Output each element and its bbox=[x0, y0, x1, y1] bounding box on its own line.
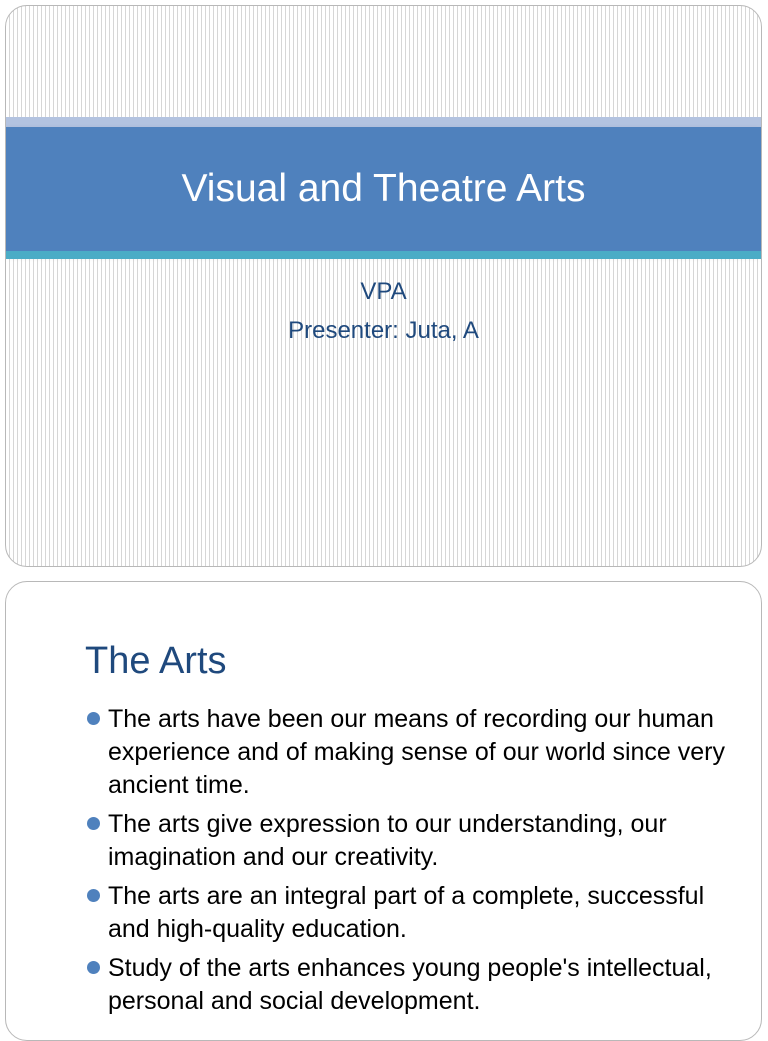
title-band-bottom-stripe bbox=[6, 251, 761, 259]
bullet-item bbox=[86, 808, 726, 874]
bullet-dot-icon bbox=[87, 712, 100, 725]
slide-subtitle-line: VPA bbox=[360, 278, 407, 305]
bullet-list bbox=[86, 703, 726, 1024]
bullet-text: The arts have been our means of recording our human experience and of making sense of our world since very ancient time. bbox=[108, 705, 725, 799]
slide-subtitle-line: Presenter: Juta, A bbox=[288, 317, 479, 344]
content-slide bbox=[5, 581, 762, 1041]
title-band-top-stripe bbox=[6, 117, 761, 127]
bullet-text: The arts give expression to our understanding, our imagination and our creativity. bbox=[108, 810, 667, 871]
title-slide bbox=[5, 5, 762, 567]
bullet-item bbox=[86, 952, 726, 1018]
bullet-item bbox=[86, 880, 726, 946]
slide-title: Visual and Theatre Arts bbox=[181, 167, 586, 210]
bullet-dot-icon bbox=[87, 889, 100, 902]
slide-heading: The Arts bbox=[85, 640, 227, 682]
bullet-dot-icon bbox=[87, 961, 100, 974]
bullet-item bbox=[86, 703, 726, 802]
bullet-text: The arts are an integral part of a complete, successful and high-quality education. bbox=[108, 882, 705, 943]
bullet-text: Study of the arts enhances young people's intellectual, personal and social development. bbox=[108, 954, 712, 1015]
bullet-dot-icon bbox=[87, 817, 100, 830]
